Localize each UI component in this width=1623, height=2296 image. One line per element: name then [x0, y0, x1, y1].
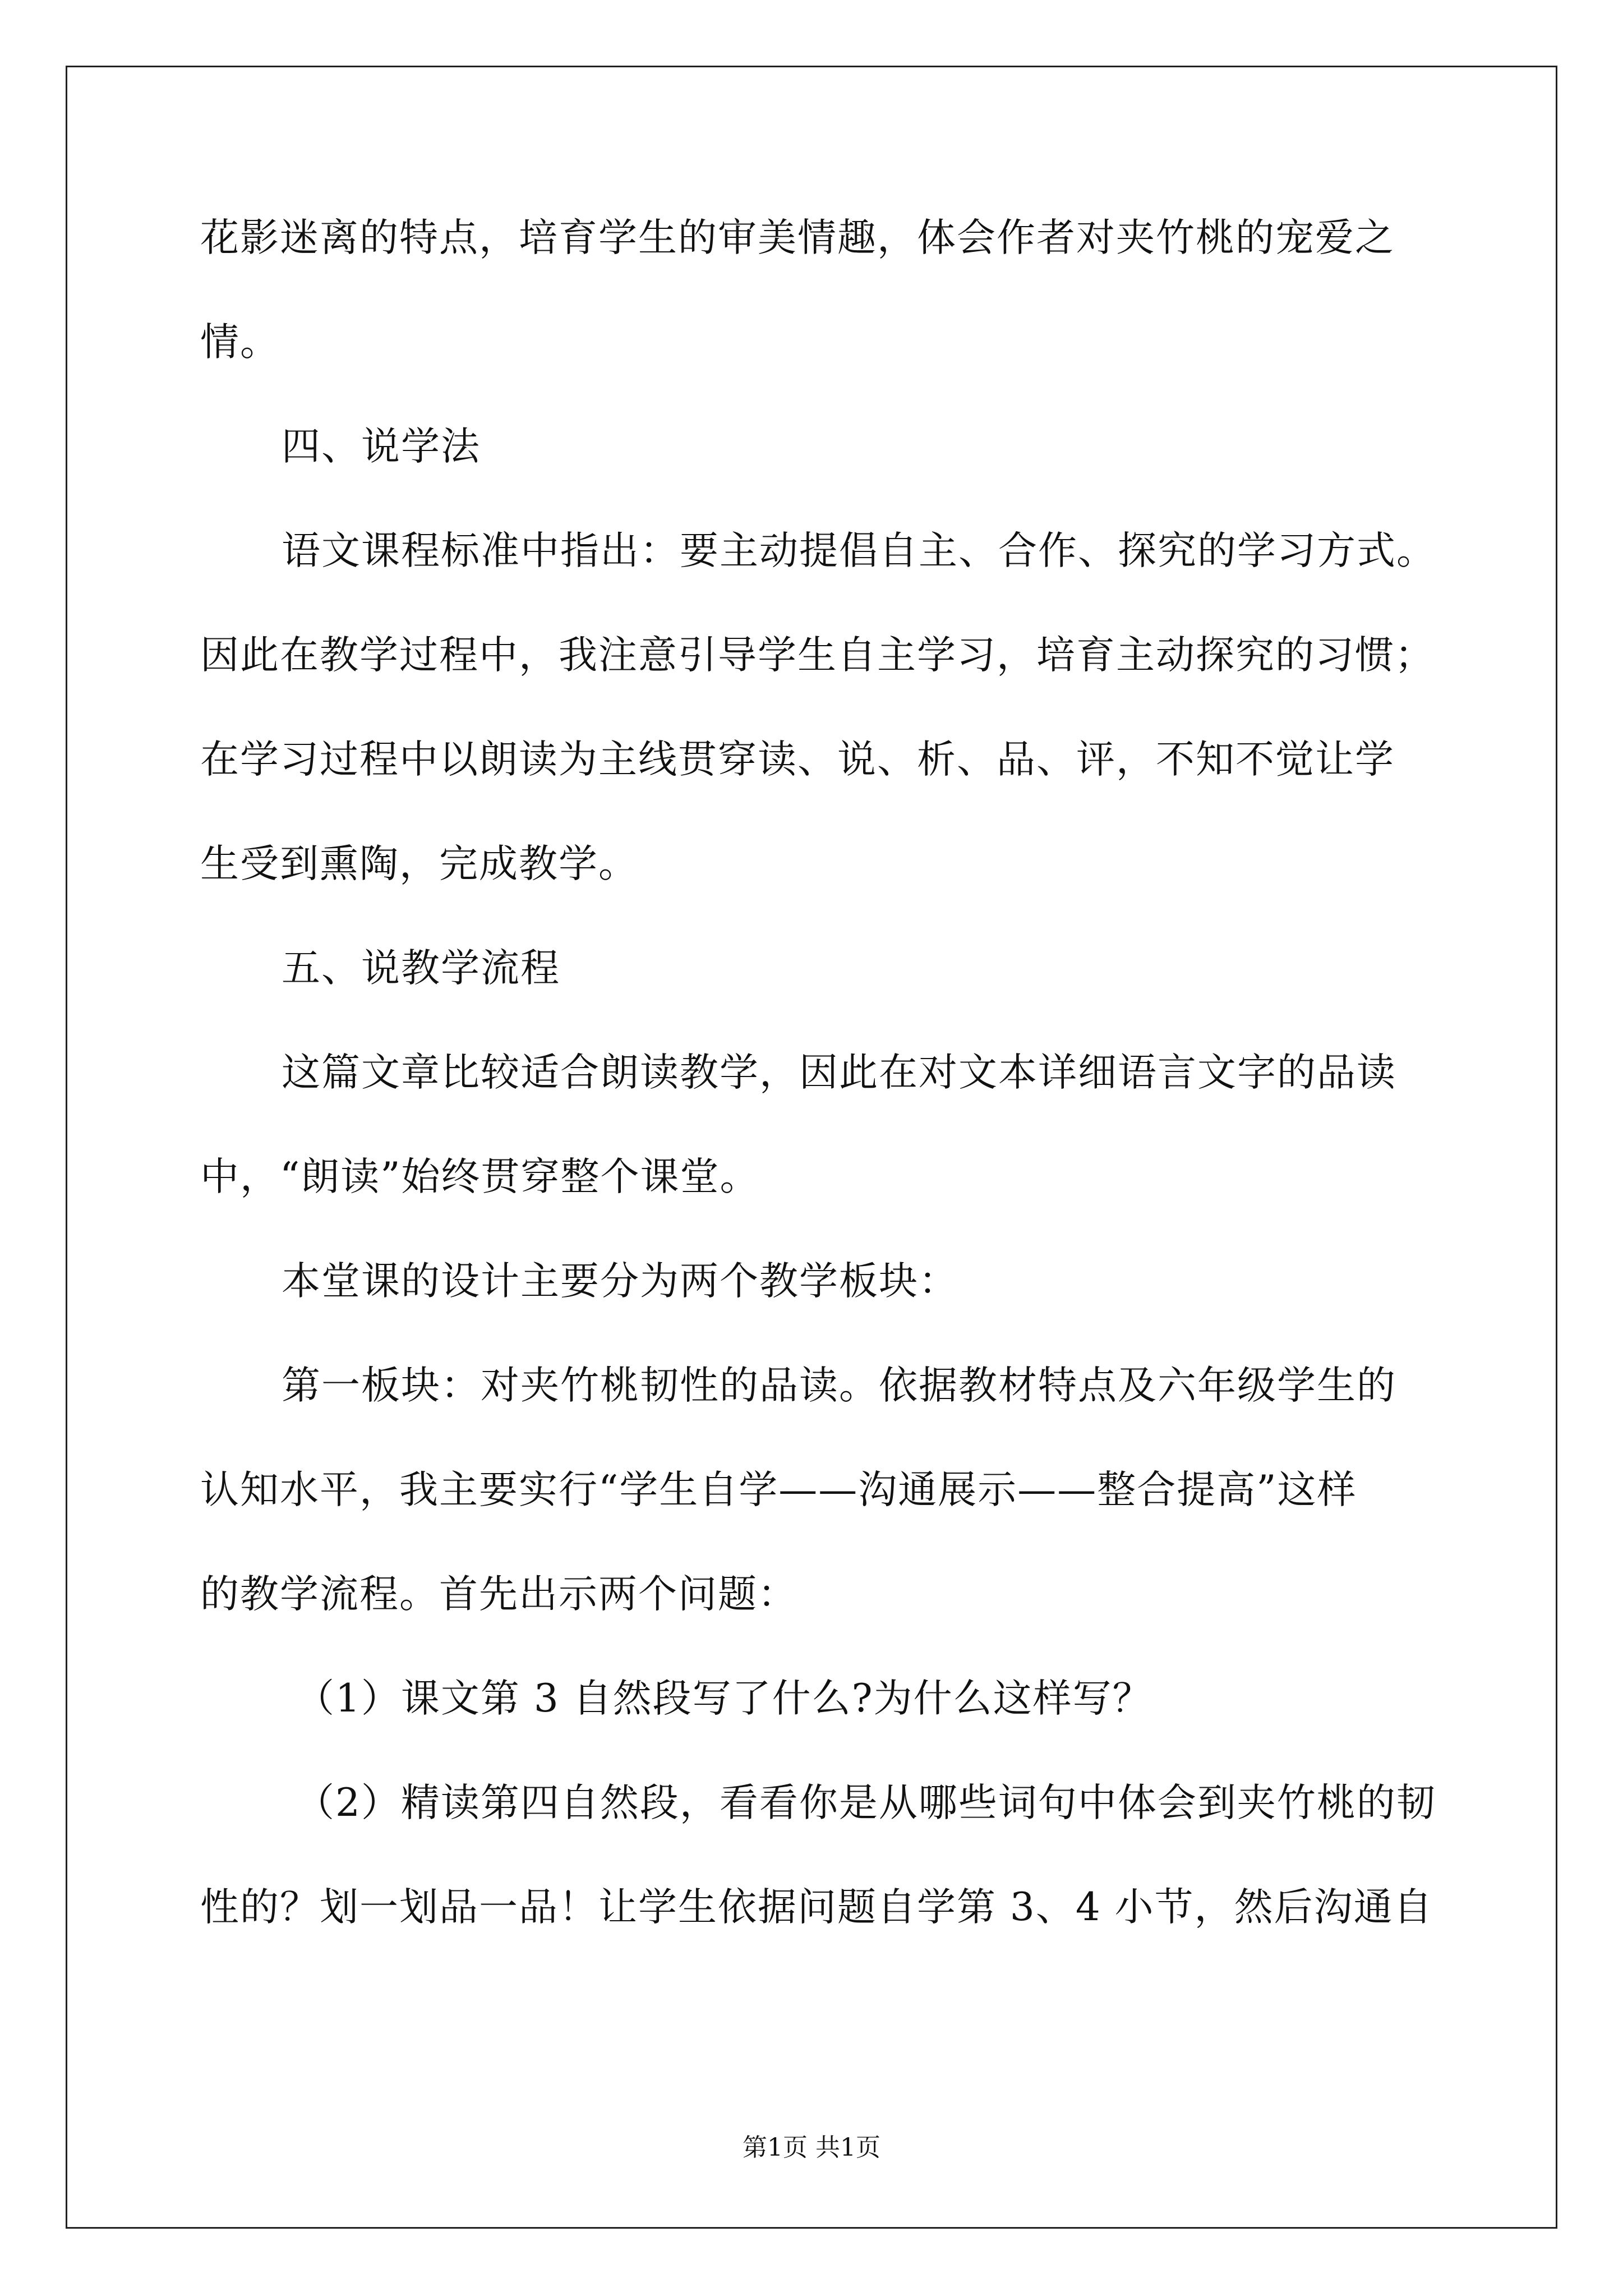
- text-line: 第一板块：对夹竹桃韧性的品读。依据教材特点及六年级学生的: [282, 1363, 1396, 1408]
- section-heading: 四、说学法: [282, 424, 481, 469]
- list-item: （2）精读第四自然段，看看你是从哪些词句中体会到夹竹桃的韧: [296, 1780, 1436, 1825]
- text-line: 认知水平，我主要实行“学生自学——沟通展示——整合提高”这样: [200, 1467, 1357, 1512]
- list-item: （1）课文第 3 自然段写了什么?为什么这样写？: [296, 1676, 1152, 1721]
- text-line: 这篇文章比较适合朗读教学，因此在对文本详细语言文字的品读: [282, 1050, 1396, 1095]
- text-line: 因此在教学过程中，我注意引导学生自主学习，培育主动探究的习惯；: [200, 633, 1435, 678]
- text-line: 生受到熏陶，完成教学。: [200, 841, 638, 886]
- text-line: 花影迷离的特点，培育学生的审美情趣，体会作者对夹竹桃的宠爱之: [200, 215, 1395, 260]
- text-line: 性的？划一划品一品！让学生依据问题自学第 3、4 小节，然后沟通自: [200, 1885, 1433, 1930]
- section-heading: 五、说教学流程: [282, 946, 560, 991]
- text-line: 中，“朗读”始终贯穿整个课堂。: [200, 1154, 760, 1199]
- text-line: 的教学流程。首先出示两个问题：: [200, 1572, 797, 1617]
- text-line: 本堂课的设计主要分为两个教学板块：: [282, 1259, 958, 1304]
- page-footer: 第1页 共1页: [743, 2133, 880, 2162]
- text-line: 情。: [200, 320, 280, 365]
- text-line: 语文课程标准中指出：要主动提倡自主、合作、探究的学习方式。: [282, 528, 1436, 573]
- text-line: 在学习过程中以朗读为主线贯穿读、说、析、品、评，不知不觉让学: [200, 737, 1395, 782]
